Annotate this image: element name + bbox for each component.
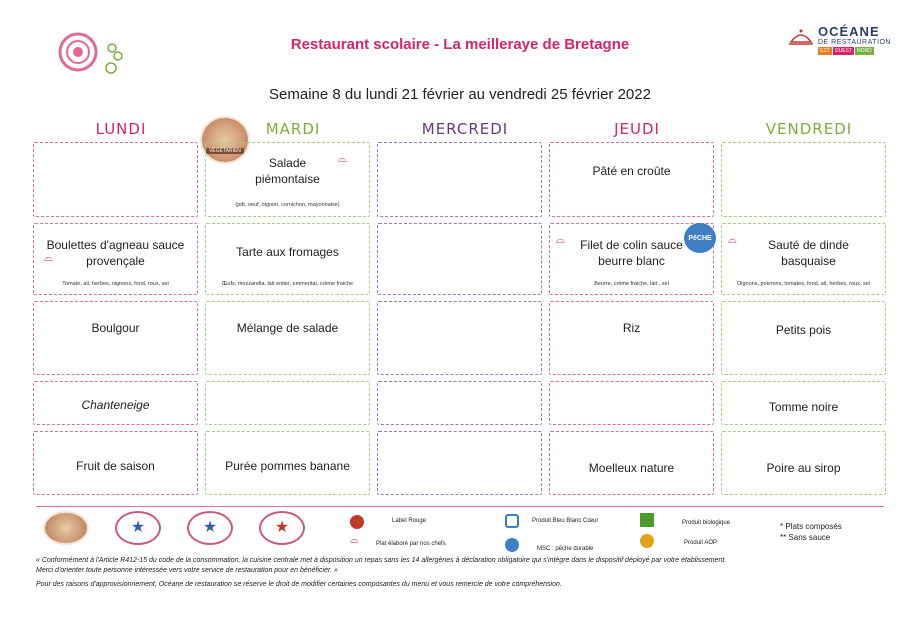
brand-sub: DE RESTAURATION [818, 39, 891, 46]
cloche-icon: ⌓ [338, 153, 347, 165]
menu-cell-jeudi-3 [549, 301, 714, 375]
brand-name: OCÉANE [818, 24, 880, 39]
cloche-icon: ⌓ [44, 252, 53, 264]
menu-cell-vendredi-4 [721, 381, 886, 425]
brand-tag-nord: NORD [856, 48, 872, 54]
day-header-lundi: LUNDI [95, 120, 147, 138]
star-label-logo-3: ★ [259, 511, 305, 545]
star-label-logo-2: ★ [187, 511, 233, 545]
menu-cell-vendredi-2 [721, 223, 886, 295]
menu-cell-mardi-5 [205, 431, 370, 495]
aop-icon [640, 534, 654, 548]
menu-cell-mercredi-1 [377, 142, 542, 217]
legend-bio: Produit biologique [682, 520, 731, 526]
menu-cell-mardi-2 [205, 223, 370, 295]
dish-name: Mélange de salade [236, 321, 339, 335]
menu-cell-lundi-4 [33, 381, 198, 425]
menu-cell-vendredi-1 [721, 142, 886, 217]
dish-name: Purée pommes banane [225, 459, 350, 473]
footer-allergen-note-2: Merci d'orienter toute personne intéressée vers votre service de restauration pour en bénéficier. » [36, 567, 338, 574]
footer-allergen-note: « Conformément à l'Article R412-15 du code de la consommation, la cuisine centrale met à disposition un repas sans les 14 allergènes à déclaration obligatoire qui s'intègre dans le dispositif déployé par votre établissement. [36, 557, 727, 564]
menu-cell-mercredi-2 [377, 223, 542, 295]
cloche-icon: ⌓ [556, 234, 565, 246]
dish-name: Filet de colin sauce beurre blanc [580, 238, 683, 268]
menu-cell-mardi-4 [205, 381, 370, 425]
msc-icon [505, 538, 519, 552]
dish-name: Tomme noire [768, 400, 839, 414]
menu-cell-jeudi-1 [549, 142, 714, 217]
legend-bleu-blanc-coeur: Produit Bleu Blanc Cœur [532, 518, 599, 524]
bleu-blanc-coeur-icon [505, 514, 519, 528]
ingredients: Tomate, ail, herbes, oignons, fond, roux, sel [62, 281, 169, 287]
dish-name: Riz [622, 321, 641, 335]
legend-plat-chefs: Plat élaboré par nos chefs [376, 541, 446, 547]
menu-cell-mercredi-3 [377, 301, 542, 375]
legend-msc: MSC : pêche durable [537, 546, 594, 552]
day-header-vendredi: VENDREDI [765, 120, 853, 138]
chef-cloche-icon: ⌓ [350, 534, 359, 546]
label-rouge-icon [350, 515, 364, 529]
dish-name: Tarte aux fromages [236, 245, 339, 259]
menu-cell-lundi-1 [33, 142, 198, 217]
ingredients: Oignons, poivrons, tomates, fond, ail, herbes, roux, sel [737, 281, 870, 287]
vegetarien-logo [43, 511, 89, 545]
menu-cell-vendredi-3 [721, 301, 886, 375]
menu-cell-mercredi-5 [377, 431, 542, 495]
legend-aop: Produit AOP [684, 540, 718, 546]
dish-name: Fruit de saison [76, 459, 155, 473]
legend-label-rouge: Label Rouge [392, 518, 427, 524]
peche-badge: PêCHE [684, 223, 716, 253]
ingredients: Œufs, mozzarella, lait entier, emmental, crème fraiche [221, 281, 354, 287]
dish-name: Poire au sirop [766, 461, 841, 475]
page-title: Restaurant scolaire - La meilleraye de Bretagne [290, 36, 630, 53]
legend-separator [36, 506, 884, 507]
menu-cell-mercredi-4 [377, 381, 542, 425]
day-header-jeudi: JEUDI [614, 120, 660, 138]
star-label-logo-1: ★ [115, 511, 161, 545]
dish-name: Moelleux nature [588, 461, 675, 475]
legend-plats-composes: * Plats composés [780, 522, 842, 531]
brand-tag-est: EST [820, 48, 830, 54]
dish-name: Boulettes d'agneau sauce provençale [46, 238, 185, 268]
menu-cell-lundi-3 [33, 301, 198, 375]
menu-cell-lundi-5 [33, 431, 198, 495]
ingredients: Beurre, crème fraiche, lait , sel [594, 281, 669, 287]
dish-name: Sauté de dinde basquaise [768, 238, 849, 268]
dish-name: Salade piémontaise [255, 156, 320, 186]
day-header-mercredi: MERCREDI [421, 120, 509, 138]
day-header-mardi: MARDI [265, 120, 321, 138]
footer-supply-note: Pour des raisons d'approvisionnement, Océane de restauration se réserve le droit de modifier certaines composantes du menu et vous remercie de votre compréhension. [36, 581, 562, 588]
ingredients: (pdt, oeuf, oignon, cornichon, mayonnaise) [235, 202, 340, 208]
dish-name: Chanteneige [81, 398, 150, 412]
menu-cell-jeudi-5 [549, 431, 714, 495]
menu-cell-mardi-3 [205, 301, 370, 375]
vegetarien-badge-label: VÉGÉTARIEN [206, 148, 244, 154]
cloche-icon: ⌓ [728, 234, 737, 246]
menu-cell-vendredi-5 [721, 431, 886, 495]
legend-sans-sauce: ** Sans sauce [780, 533, 831, 542]
dish-name: Boulgour [91, 321, 140, 335]
dish-name: Pâté en croûte [592, 164, 671, 178]
menu-cell-jeudi-4 [549, 381, 714, 425]
brand-tag-ouest: OUEST [834, 48, 852, 54]
menu-cell-lundi-2 [33, 223, 198, 295]
menu-cell-mardi-1 [205, 142, 370, 217]
dish-name: Petits pois [775, 323, 832, 337]
bio-icon [640, 513, 654, 527]
week-subtitle: Semaine 8 du lundi 21 février au vendredi 25 février 2022 [269, 86, 651, 103]
